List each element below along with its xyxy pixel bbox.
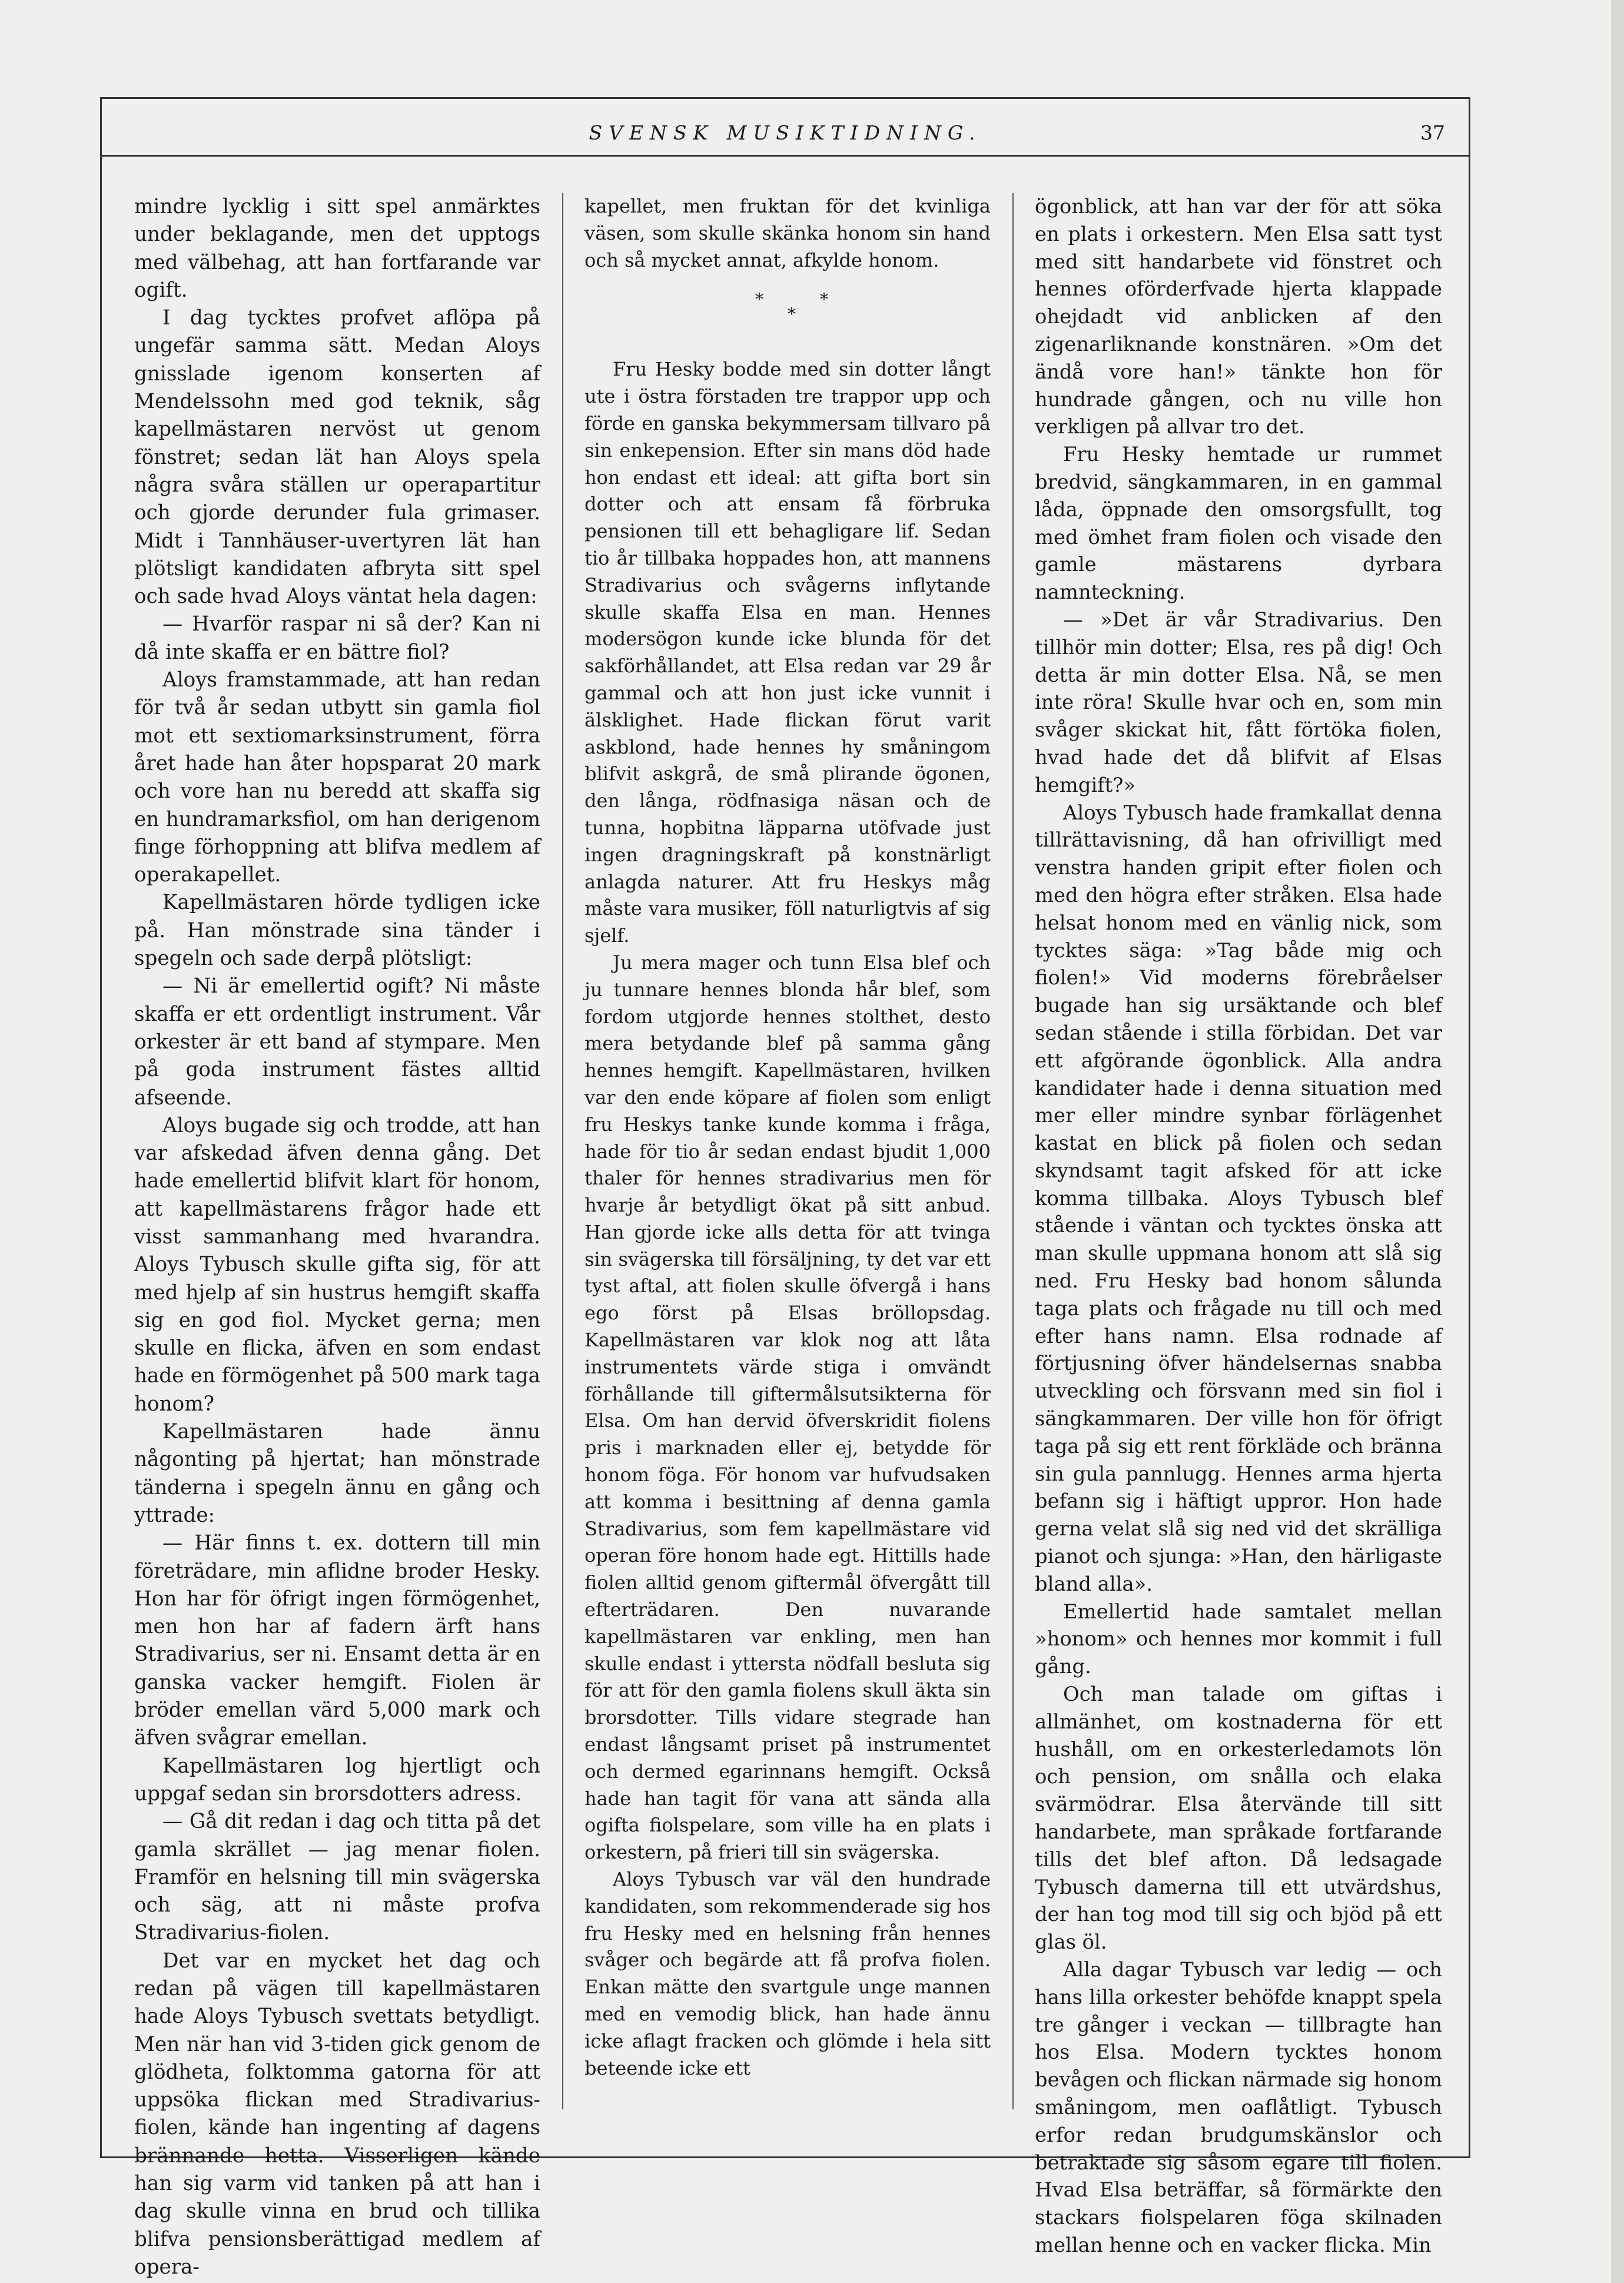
paragraph: kapellet, men fruktan för det kvinliga väsen, som skulle skänka honom sin hand och så mycket annat, afkylde honom.	[584, 195, 991, 271]
text-column-3	[1035, 193, 1442, 2257]
paragraph: ögonblick, att han var der för att söka en plats i orkestern. Men Elsa satt tyst med sitt handarbete vid fönstret och hennes oförderfvade hjerta klappade ohejdadt vid anblicken af den zigenarliknande konstnären. »Om det ändå vore han!» tänkte hon för hundrade gången, och nu ville hon verkligen på allvar tro det.	[1035, 195, 1442, 439]
paragraph: — Ni är emellertid ogift? Ni måste skaffa er ett ordentligt instrument. Vår orkester är ett band af stympare. Men på goda instrument fästes alltid afseende.	[134, 974, 540, 1110]
paragraph: Aloys Tybusch hade framkallat denna tillrättavisning, då han ofrivilligt med venstra handen gripit efter fiolen och med den högra efter stråken. Elsa hade helsat honom med en vänlig nick, som tycktes säga: »Tag både mig och fiolen!» Vid moderns förebråelser bugade han sig ursäktande och blef sedan stående i stilla förbidan. Det var ett afgörande ögonblick. Alla andra kandidater hade i denna situation med mer eller mindre synbar förlägenhet kastat en blick på fiolen och sedan skyndsamt tagit afsked för att icke komma tillbaka. Aloys Tybusch blef stående i väntan och tycktes önska att man skulle uppmana honom att slå sig ned. Fru Hesky bad honom sålunda taga plats och frågade nu till och med efter hans namn. Elsa rodnade af förtjusning öfver händelsernas snabba utveckling och försvann med sin fiol i sängkammaren. Der ville hon för öfrigt taga på sig ett rent förkläde och bränna sin gula pannlugg. Hennes arma hjerta befann sig i häftigt uppror. Hon hade gerna velat slå sig ned vid det skrälliga pianot och sjunga: »Han, den härligaste bland alla».	[1035, 801, 1442, 1595]
text-column-1	[134, 193, 540, 2279]
running-header	[102, 99, 1469, 157]
paragraph: Aloys Tybusch var väl den hundrade kandidaten, som rekommenderade sig hos fru Hesky med en helsning från hennes svåger och begärde att få profva fiolen. Enkan mätte den svartgule unge mannen med en vemodig blick, han hade ännu icke aflagt fracken och glömde i hela sitt beteende icke ett	[584, 1868, 991, 2079]
paragraph: Kapellmästaren hörde tydligen icke på. Han mönstrade sina tänder i spegeln och sade derpå plötsligt:	[134, 891, 540, 971]
column-rule	[1012, 193, 1014, 2109]
journal-title: SVENSK MUSIKTIDNING.	[589, 121, 982, 144]
page-edge	[1611, 0, 1624, 2283]
paragraph: Alla dagar Tybusch var ledig — och hans lilla orkester behöfde knappt spela tre gånger i veckan — tillbragte han hos Elsa. Modern tycktes honom bevågen och flickan närmade sig honom småningom, men oaflåtligt. Tybusch erfor redan brudgumskänslor och betraktade sig såsom egare till fiolen. Hvad Elsa beträffar, så förmärkte den stackars fiolspelaren föga skilnaden mellan henne och en vacker flicka. Min	[1035, 1958, 1442, 2257]
paragraph: — Gå dit redan i dag och titta på det gamla skrället — jag menar fiolen. Framför en helsning till min svägerska och säg, att ni måste profva Stradivarius-fiolen.	[134, 1810, 540, 1945]
paragraph: Aloys bugade sig och trodde, att han var afskedad äfven denna gång. Det hade emellertid blifvit klart för honom, att kapellmästarens frågor hade ett visst sammanhang med hvarandra. Aloys Tybusch skulle gifta sig, för att med hjelp af sin hustrus hemgift skaffa sig en god fiol. Mycket gerna; men skulle en flicka, äfven en som endast hade en förmögenhet på 500 mark taga honom?	[134, 1113, 540, 1416]
paragraph: Ju mera mager och tunn Elsa blef och ju tunnare hennes blonda hår blef, som fordom utgjorde hennes stolthet, desto mera betydande blef på samma gång hennes hemgift. Kapellmästaren, hvilken var den ende köpare af fiolen som enligt fru Heskys tanke kunde komma i fråga, hade för tio år sedan endast bjudit 1,000 thaler för hennes stradivarius men för hvarje år betydligt ökat på sitt anbud. Han gjorde icke alls detta för att tvinga sin svägerska till försäljning, ty det var ett tyst aftal, att fiolen skulle öfvergå i hans ego först på Elsas bröllopsdag. Kapellmästaren var klok nog att låta instrumentets värde stiga i omvändt förhållande till giftermålsutsikterna för Elsa. Om han dervid öfverskridit fiolens pris i marknaden eller ej, betydde för honom föga. För honom var hufvudsaken att komma i besittning af denna gamla Stradivarius, som fem kapellmästare vid operan före honom hade egt. Hittills hade fiolen alltid genom giftermål öfvergått till efterträdaren. Den nuvarande kapellmästaren var enkling, men han skulle endast i yttersta nödfall besluta sig för att för den gamla fiolens skull äkta sin brorsdotter. Tills vidare stegrade han endast långsamt priset på instrumentet och dermed egarinnans hemgift. Också hade han tagit för vana att sända alla ogifta fiolspelare, som ville ha en plats i orkestern, på frieri till sin svägerska.	[584, 951, 991, 1864]
column-rule	[562, 193, 563, 2109]
paragraph: mindre lycklig i sitt spel anmärktes under beklagande, men det upptogs med välbehag, att han fortfarande var ogift.	[134, 195, 540, 302]
paragraph: Och man talade om giftas i allmänhet, om kostnaderna för ett hushåll, om en orkesterledamots lön och pension, om snålla och elaka svärmödrar. Elsa återvände till sitt handarbete, man språkade fortfarande tills det blef afton. Då ledsagade Tybusch damerna till ett utvärdshus, der han tog mod till sig och bjöd på ett glas öl.	[1035, 1683, 1442, 1954]
paragraph: Fru Hesky hemtade ur rummet bredvid, sängkammaren, in en gammal låda, öppnade den omsorgsfullt, tog med ömhet fram fiolen och visade den gamle mästarens dyrbara namnteckning.	[1035, 443, 1442, 604]
paragraph: — »Det är vår Stradivarius. Den tillhör min dotter; Elsa, res på dig! Och detta är min dotter Elsa. Nå, se men inte röra! Skulle hvar och en, som min svåger skickat hit, fått förtöka fiolen, hvad hade det då blifvit af Elsas hemgift?»	[1035, 608, 1442, 797]
paragraph: — Här finns t. ex. dottern till min företrädare, min aflidne broder Hesky. Hon har för öfrigt ingen förmögenhet, men hon har af fadern ärft hans Stradivarius, ser ni. Ensamt detta är en ganska vacker hemgift. Fiolen är bröder emellan värd 5,000 mark och äfven svågrar emellan.	[134, 1531, 540, 1750]
paragraph: Kapellmästaren log hjertligt och uppgaf sedan sin brorsdotters adress.	[134, 1754, 540, 1806]
paragraph: Det var en mycket het dag och redan på vägen till kapellmästaren hade Aloys Tybusch svettats betydligt. Men när han vid 3-tiden gick genom de glödheta, folktomma gatorna för att uppsöka flickan med Stradivarius-fiolen, kände han ingenting af dagens brännande hetta. Visserligen kände han sig varm vid tanken på att han i dag skulle vinna en brud och tillika blifva pensionsberättigad medlem af opera-	[134, 1949, 540, 2279]
paragraph: Emellertid hade samtalet mellan »honom» och hennes mor kommit i full gång.	[1035, 1600, 1442, 1678]
section-break-asterisks: * * *	[755, 290, 828, 324]
text-column-2	[584, 193, 991, 2112]
paragraph: Kapellmästaren hade ännu någonting på hjertat; han mönstrade tänderna i spegeln ännu en gång och yttrade:	[134, 1420, 540, 1527]
paragraph: I dag tycktes profvet aflöpa på ungefär samma sätt. Medan Aloys gnisslade igenom konserten af Mendelssohn med god teknik, såg kapellmästaren nervöst ut genom fönstret; sedan lät han Aloys spela några svåra ställen ur operapartitur och gjorde derunder fula grimaser. Midt i Tannhäuser-uvertyren lät han plötsligt kandidaten afbryta sitt spel och sade hvad Aloys väntat hela dagen:	[134, 306, 540, 609]
page-number: 37	[1420, 121, 1445, 144]
paragraph: — Hvarför raspar ni så der? Kan ni då inte skaffa er en bättre fiol?	[134, 612, 540, 664]
paragraph: Fru Hesky bodde med sin dotter långt ute i östra förstaden tre trappor upp och förde en ganska bekymmersam tillvaro på sin enkepension. Efter sin mans död hade hon endast ett ideal: att gifta bort sin dotter och att ensam få förbruka pensionen till ett behagligare lif. Sedan tio år tillbaka hoppades hon, att mannens Stradivarius och svågerns inflytande skulle skaffa Elsa en man. Hennes modersögon kunde icke blunda för det sakförhållandet, att Elsa redan var 29 år gammal och att hon just icke vunnit i älsklighet. Hade flickan förut varit askblond, hade hennes hy småningom blifvit askgrå, de små plirande ögonen, den långa, rödfnasiga näsan och de tunna, hopbitna läpparna utöfvade just ingen dragningskraft på konstnärligt anlagda naturer. Att fru Heskys måg måste vara musiker, föll naturligtvis af sig sjelf.	[584, 358, 991, 947]
page-frame	[100, 97, 1470, 2279]
paragraph: Aloys framstammade, att han redan för två år sedan utbytt sin gamla fiol mot ett sextiomarksinstrument, förra året hade han åter hopsparat 20 mark och vore han nu beredd att skaffa sig en hundramarksfiol, om han derigenom finge förhoppning att blifva medlem af operakapellet.	[134, 668, 540, 887]
